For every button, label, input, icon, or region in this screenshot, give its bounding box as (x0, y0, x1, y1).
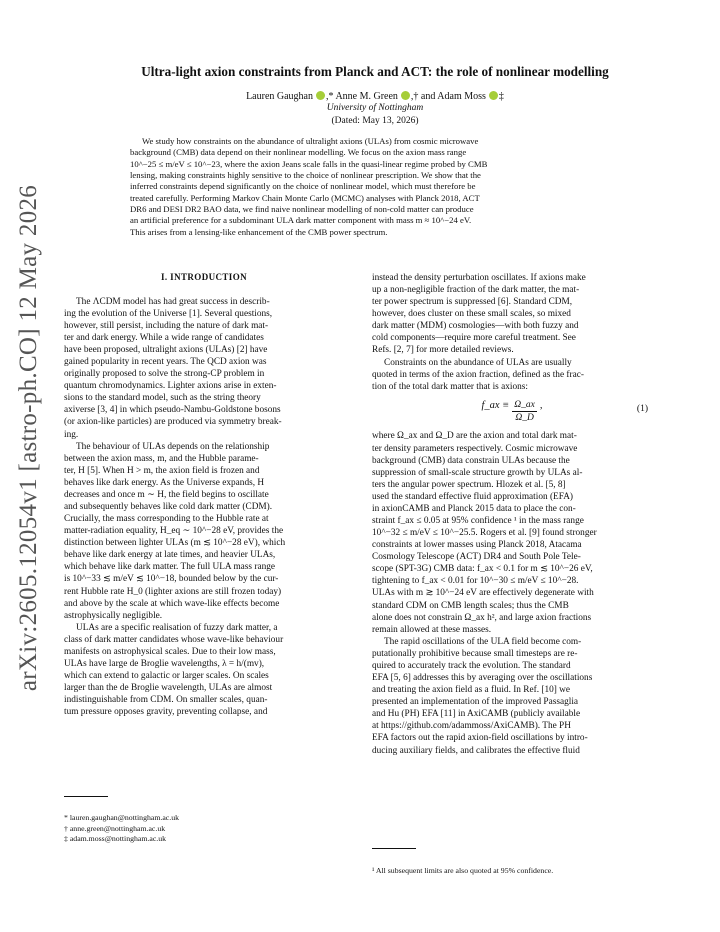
footnote-email[interactable]: * lauren.gaughan@nottingham.ac.uk (64, 813, 180, 822)
text-line: larger than the de Broglie wavelength, ULAs are almost (64, 683, 273, 694)
left-column (64, 272, 344, 718)
text-line: and treating the axion field as a fluid. In Ref. [10] we (372, 685, 571, 696)
text-line: treated carefully. Performing Markov Chain Monte Carlo (MCMC) analyses with Planck 2018, ACT (130, 192, 480, 203)
text-line: axiverse [3, 4] in which pseudo-Nambu-Goldstone bosons (64, 405, 281, 416)
text-line: class of dark matter candidates whose wave-like behaviour (64, 634, 284, 645)
text-line: 10^−25 ≤ m/eV ≤ 10^−23, where the axion Jeans scale falls in the quasi-linear regime probed by CMB (130, 158, 488, 169)
paper-title: Ultra-light axion constraints from Planck and ACT: the role of nonlinear modelling (141, 64, 609, 79)
text-line: EFA [5, 6] addresses this by averaging over the oscillations (372, 673, 593, 684)
text-line: quantum chromodynamics. Lighter axions arise in exten- (64, 381, 277, 392)
text-line: rent Hubble rate H_0 (lighter axions are still frozen today) (64, 586, 282, 597)
text-line: between the axion mass, m, and the Hubble parame- (64, 453, 259, 464)
text-line: quoted in terms of the axion fraction, defined as the frac- (372, 369, 584, 380)
text-line: tum pressure opposes gravity, preventing collapse, and (64, 707, 268, 718)
text-line: inferred constraints depend significantly on the choice of nonlinear model, which must therefore be (130, 181, 476, 192)
text-line: ULAs with m ≳ 10^−24 eV are effectively degenerate with (372, 588, 594, 599)
text-line: ter, H [5]. When H > m, the axion field is frozen and (64, 465, 260, 476)
text-line: Constraints on the abundance of ULAs are usually (384, 357, 572, 368)
text-line: matter-radiation equality, H_eq ∼ 10^−28 eV, provides the (64, 526, 284, 537)
footnote-rule (372, 848, 416, 849)
text-line: up a non-negligible fraction of the dark matter, the mat- (372, 285, 580, 296)
text-line: which can extend to galactic or larger scales. On scales (64, 671, 269, 682)
text-line: alone does not constrain Ω_ax h², and large axion fractions (372, 612, 592, 623)
text-line: however, does cluster on these small scales, so mixed (372, 309, 571, 320)
text-line: however, still persist, including the nature of dark mat- (64, 320, 269, 331)
text-line: The behaviour of ULAs depends on the relationship (76, 441, 270, 452)
text-line: ULAs are a specific realisation of fuzzy dark matter, a (76, 622, 278, 633)
footnote-email[interactable]: † anne.green@nottingham.ac.uk (64, 823, 166, 833)
author-marker: ,† (410, 91, 419, 102)
text-line: EFA factors out the rapid axion-field oscillations by intro- (372, 733, 588, 744)
paragraph (64, 441, 344, 622)
abstract (130, 136, 600, 238)
text-line: ter density parameters respectively. Cosmic microwave (372, 443, 578, 454)
text-line: at https://github.com/adammoss/AxiCAMB). The PH (372, 721, 571, 732)
paragraph (372, 430, 652, 635)
text-line: and above by the scale at which wave-like effects become (64, 598, 280, 609)
text-line: Crucially, the mass corresponding to the Hubble rate at (64, 514, 269, 525)
text-line: and Hu (PH) EFA [11] in AxiCAMB (publicly available (372, 709, 581, 720)
text-line: ULAs have large de Broglie wavelengths, λ = h/(mv), (64, 659, 265, 670)
text-line: ter power spectrum is suppressed [6]. Standard CDM, (372, 297, 573, 308)
equation-number: (1) (636, 403, 648, 414)
text-line: astrophysically negligible. (64, 610, 163, 621)
text-line: Refs. [2, 7] for more detailed reviews. (372, 345, 514, 356)
equation-fraction (512, 399, 537, 425)
author-list (60, 91, 690, 102)
footnote-right: ¹ All subsequent limits are also quoted at 95% confidence. (372, 866, 554, 875)
text-line: have been proposed, ultralight axions (ULAs) [2] have (64, 345, 268, 355)
text-line: The ΛCDM model has had great success in describ- (76, 296, 270, 307)
text-line: standard CDM on CMB length scales; thus the CMB (372, 600, 569, 611)
text-line: quired to accurately track the evolution. The standard (372, 660, 571, 671)
arxiv-sidebar (4, 184, 54, 692)
orcid-icon[interactable] (316, 91, 325, 100)
text-line: constraints at lower masses using Planck 2018, Atacama (372, 540, 582, 551)
text-line: ing the evolution of the Universe [1]. Several questions, (64, 308, 273, 319)
text-line: sions to the standard model, such as the string theory (64, 393, 261, 404)
text-line: lensing, making constraints highly sensitive to the choice of nonlinear prescription. We show that the (130, 169, 481, 180)
text-line: behaves like dark energy. As the Universe expands, H (64, 477, 265, 488)
paragraph (372, 636, 652, 757)
paragraph (372, 272, 652, 357)
text-line: 10^−32 ≤ m/eV ≤ 10^−25.5. Rogers et al. [9] found stronger (372, 528, 597, 539)
text-line: originally proposed to solve the strong-CP problem in (64, 369, 265, 380)
text-line: ducing auxiliary fields, and calibrates the effective fluid (372, 745, 580, 756)
text-line: in axionCAMB and Planck 2015 data to place the con- (372, 503, 576, 514)
footnote-email[interactable]: ‡ adam.moss@nottingham.ac.uk (64, 834, 167, 844)
paragraph (64, 296, 344, 441)
text-line: dark matter (MDM) cosmologies—with both fuzzy and (372, 321, 579, 332)
paragraph (64, 622, 344, 719)
text-line: putationally prohibitive because small timesteps are re- (372, 648, 578, 659)
text-line: cold components—require more careful treatment. See (372, 333, 576, 344)
text-line: where Ω_ax and Ω_D are the axion and total dark mat- (372, 431, 577, 442)
text-line: instead the density perturbation oscillates. If axions make (372, 273, 586, 283)
text-line: tion of the total dark matter that is axions: (372, 381, 528, 392)
text-line: presented an implementation of the improved Passaglia (372, 697, 579, 708)
author-name: Anne M. Green (335, 91, 398, 102)
text-line: The rapid oscillations of the ULA field become com- (384, 636, 582, 647)
text-line: tightening to f_ax < 0.01 for 10^−30 ≤ m/eV ≤ 10^−28. (372, 576, 579, 587)
text-line: background (CMB) data depend on their nonlinear modelling. We focus on the axion mass range (130, 147, 467, 158)
text-line: Cosmology Telescope (ACT) DR4 and South Pole Tele- (372, 552, 581, 563)
text-line: is 10^−33 ≲ m/eV ≲ 10^−18, bounded below by the cur- (64, 574, 279, 585)
footnotes-left (64, 813, 344, 845)
text-line: and subsequently behaves like cold dark matter (CDM). (64, 502, 273, 513)
text-line: which behave like dark matter. The full ULA mass range (64, 562, 276, 573)
text-line: remain allowed at these masses. (372, 624, 492, 635)
dated-line: (Dated: May 13, 2026) (331, 116, 419, 126)
orcid-icon[interactable] (401, 91, 410, 100)
text-line: ing. (64, 429, 79, 440)
equation-1 (372, 399, 652, 425)
text-line: scope (SPT-3G) CMB data: f_ax < 0.1 for m ≲ 10^−26 eV, (372, 564, 593, 575)
paragraph (372, 357, 652, 393)
right-column (372, 272, 652, 757)
affiliation: University of Nottingham (326, 103, 424, 113)
text-line: We study how constraints on the abundance of ultralight axions (ULAs) from cosmic microwave (142, 136, 479, 146)
author-name: Lauren Gaughan (246, 91, 313, 102)
text-line: distinction between lighter ULAs (m ≲ 10^−28 eV), which (64, 538, 286, 549)
text-line: an artificial preference for a subdominant ULA dark matter component with mass m ≈ 10^−24 eV. (130, 215, 472, 226)
text-line: background (CMB) data constrain ULAs because the (372, 455, 570, 466)
section-heading: I. INTRODUCTION (160, 272, 247, 282)
text-line: gained popularity in recent years. The QCD axion was (64, 357, 267, 368)
equation-lhs: f_ax ≡ (481, 399, 510, 411)
text-line: suppression of small-scale structure growth by ULAs al- (372, 467, 583, 478)
text-line: ter and dark energy. While a wide range of candidates (64, 332, 264, 343)
text-line: used the standard effective fluid approximation (EFA) (372, 491, 574, 502)
text-line: indistinguishable from CDM. On smaller scales, quan- (64, 695, 268, 706)
arxiv-identifier: arXiv:2605.12054v1 [astro-ph.CO] 12 May 2026 (15, 184, 42, 692)
author-marker: ,* (325, 91, 334, 102)
text-line: (or axion-like particles) are produced via symmetry break- (64, 417, 282, 428)
text-line: manifests on astrophysical scales. Due to their low mass, (64, 646, 276, 657)
text-line: ters the angular power spectrum. Hlozek et al. [5, 8] (372, 479, 566, 490)
author-marker: ‡ (498, 91, 504, 102)
text-line: straint f_ax ≤ 0.05 at 95% confidence ¹ in the mass range (372, 516, 584, 527)
equation-numerator: Ω_ax (512, 399, 537, 412)
text-line: This arises from a lensing-like enhancement of the CMB power spectrum. (130, 226, 388, 237)
text-line: DR6 and DESI DR2 BAO data, we find naive nonlinear modelling of non-cold matter can produce (130, 203, 474, 214)
author-name: and Adam Moss (420, 91, 486, 102)
equation-tail: , (539, 399, 543, 411)
text-line: decreases and once m ∼ H, the field begins to oscillate (64, 489, 269, 500)
text-line: behave like dark energy at late times, and heavier ULAs, (64, 550, 276, 561)
equation-denominator: Ω_D (515, 413, 534, 424)
orcid-icon[interactable] (489, 91, 498, 100)
footnote-rule (64, 796, 108, 797)
